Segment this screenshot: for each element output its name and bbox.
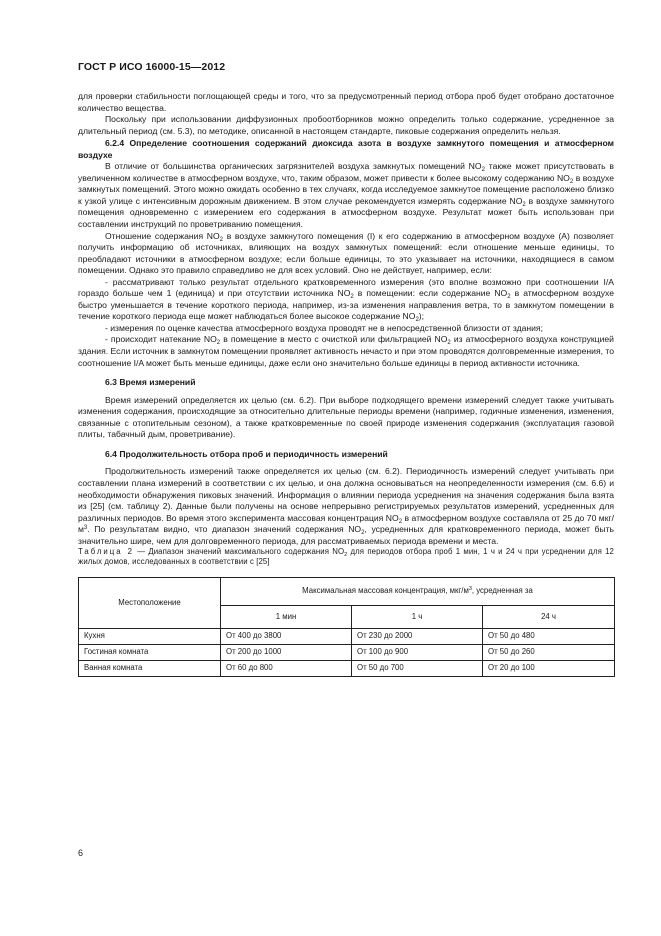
table-cell: Гостиная комната: [79, 644, 221, 660]
subscript: 2: [522, 201, 526, 208]
subscript: 2: [350, 294, 354, 301]
concentration-table: [78, 577, 615, 677]
text-run: в атмосферном воздухе составляла от 25 до 70 мкг/м: [78, 512, 614, 535]
location-header: Местоположение: [79, 577, 221, 628]
table-cell: От 20 до 100: [483, 660, 615, 676]
table-cell: От 50 до 480: [483, 628, 615, 644]
text-run: в воздухе замкнутого помещения одновременно с измерением его содержания в атмосферном воздухе. Результат может быть использован при составлении инструкций по проветриванию помещения.: [78, 195, 614, 230]
table-cell: От 400 до 3800: [221, 628, 352, 644]
text-run: . По результатам видно, что диапазон значений содержания NO: [87, 524, 362, 535]
subscript: 2: [415, 317, 419, 324]
bullet-2: - измерения по оценке качества атмосферного воздуха проводят не в непосредственной близости от здания;: [105, 322, 543, 333]
table-cell: От 50 до 260: [483, 644, 615, 660]
subscript: 2: [507, 294, 511, 301]
text-run: из атмосферного воздуха конструкцией здания. Если источник в замкнутом помещении проявляет активность нечасто и при этом проводятся долговременные измерения, то соотношение I/A может быть меньше единицы, даже если оно значительно больше единицы в период активности источника.: [78, 334, 614, 368]
text-run: Отношение содержания NO: [105, 230, 220, 241]
table-header-row: [79, 577, 615, 605]
text-run: );: [418, 311, 425, 322]
text-run: Продолжительность измерений также определяется их целью (см. 6.2). Периодичность измерений следует учитывать при составлении плана измерений в соответствии с их целью, и она должна основываться на неопределенности измерения (см. 6.6) и необходимости обнаружения пиковых значений. Информация о влиянии периода усреднения на значения содержания была взята из [25] (см. таблицу 2). Данные были получены на основе непрерывно регистрируемых результатов измерений, усредненных для различных периодов. Во время этого эксперимента массовая концентрация NO: [78, 466, 614, 523]
table-row: [79, 660, 615, 676]
concentration-group-header: [221, 577, 615, 605]
text-run: в воздухе замкнутых помещений. Этого можно ожидать особенно в тех случаях, когда исследуемое замкнутое помещение расположено близко к узкой улице с интенсивным дорожным движением. В этом случае рекомендуется измерять содержание NO: [78, 172, 614, 206]
section-heading-6-4: 6.4 Продолжительность отбора проб и периодичность измерений: [105, 448, 388, 459]
table-label: Таблица 2: [78, 547, 135, 557]
paragraph-2: Поскольку при использовании диффузионных пробоотборников можно определить только содержание, усредненное за длительный период (см. 5.3), по методике, описанной в настоящем стандарте, пиковые содержания определить нельзя.: [78, 114, 614, 136]
text-run: в атмосферном воздухе быстро уменьшается в течение короткого периода, например, из-за изменения направления ветра, то в замкнутом помещении в течение короткого периода еще может наблюдаться более высокое содержание NO: [78, 288, 615, 322]
text-run: в помещение в место с очисткой или фильтрацией NO: [220, 334, 448, 345]
subscript: 2: [569, 178, 574, 185]
document-body: [78, 91, 614, 677]
text-run: В отличие от большинства органических загрязнителей воздуха замкнутых помещений NO: [105, 161, 482, 172]
subscript: 2: [361, 530, 365, 537]
text-run: Максимальная массовая концентрация, мкг/м: [302, 586, 469, 596]
text-run: - происходит натекание NO: [105, 334, 217, 345]
subscript: 2: [344, 552, 348, 559]
section-heading-6-3: 6.3 Время измерений: [105, 377, 196, 388]
paragraph-4: [78, 231, 614, 277]
period-header: 1 ч: [352, 605, 483, 628]
subscript: 2: [447, 340, 451, 347]
section-heading-6-2-4: 6.2.4 Определение соотношения содержаний диоксида азота в воздухе замкнутого помещения и атмосферном воздухе: [78, 138, 614, 160]
text-run: также может присутствовать в увеличенном количестве в атмосферном воздухе, что, таким образом, может привести к более высокому содержанию NO: [78, 161, 614, 183]
table-row: [79, 644, 615, 660]
paragraph-1: для проверки стабильности поглощающей среды и того, что за предусмотренный период отбора проб будет отобрано достаточное количество вещества.: [78, 91, 614, 113]
subscript: 2: [216, 340, 221, 347]
subscript: 2: [481, 167, 485, 174]
table-cell: От 60 до 800: [221, 660, 352, 676]
table-cell: От 200 до 1000: [221, 644, 352, 660]
period-header: 1 мин: [221, 605, 352, 628]
table-cell: От 50 до 700: [352, 660, 483, 676]
table-row: [79, 628, 615, 644]
paragraph-3: [78, 161, 614, 230]
superscript: 3: [468, 586, 472, 593]
text-run: для периодов отбора проб 1 мин, 1 ч и 24 ч при усреднении для 12 жилых домов, исследованных в соответствии с [25]: [78, 547, 614, 567]
page-number: 6: [78, 848, 84, 858]
table-cell: От 100 до 900: [352, 644, 483, 660]
text-run: , усредненная за: [471, 586, 533, 596]
text-run: - рассматривают только результат отдельного кратковременного измерения (это вполне возможно при соотношении I/A гораздо больше чем 1 (единица) и при отсутствии источника NO: [78, 276, 614, 299]
paragraph-6: [78, 466, 614, 547]
text-run: в воздухе замкнутого помещения (I) к его содержанию в атмосферном воздухе (A) позволяет получить информацию об источниках, влияющих на воздух замкнутых помещений: если отношение меньше единицы, то преобладают источники в атмосферном воздухе; если больше единицы, то это указывает на источники, находящиеся в самом помещении. Однако это правило справедливо не для всех условий. Оно не действует, например, если:: [78, 230, 614, 276]
subscript: 2: [219, 236, 224, 243]
paragraph-5: Время измерений определяется их целью (см. 6.2). При выборе подходящего времени измерений следует также учитывать изменения содержания, происходящие за относительно длительные периоды времени (например, годичные изменения, изменения, связанные с отопительным сезоном), а также кратковременные по своей природе изменения содержания (эксплуатация газовой плиты, табачный дым, проветривание).: [78, 394, 614, 440]
table-cell: Ванная комната: [79, 660, 221, 676]
table-cell: Кухня: [79, 628, 221, 644]
table-cell: От 230 до 2000: [352, 628, 483, 644]
standard-header: ГОСТ Р ИСО 16000-15—2012: [78, 61, 226, 73]
text-run: в помещении: если содержание NO: [353, 288, 508, 299]
bullet-1: [78, 277, 614, 323]
bullet-3: [78, 334, 614, 369]
text-run: — Диапазон значений максимального содержания NO: [134, 547, 345, 557]
table-caption: [78, 547, 614, 567]
period-header: 24 ч: [483, 605, 615, 628]
subscript: 2: [398, 518, 403, 525]
superscript: 3: [83, 525, 88, 532]
text-run: , усредненных для кратковременного периода, может быть значительно шире, чем для долговременного периода, для рассматриваемых периода времени и места.: [78, 524, 614, 546]
